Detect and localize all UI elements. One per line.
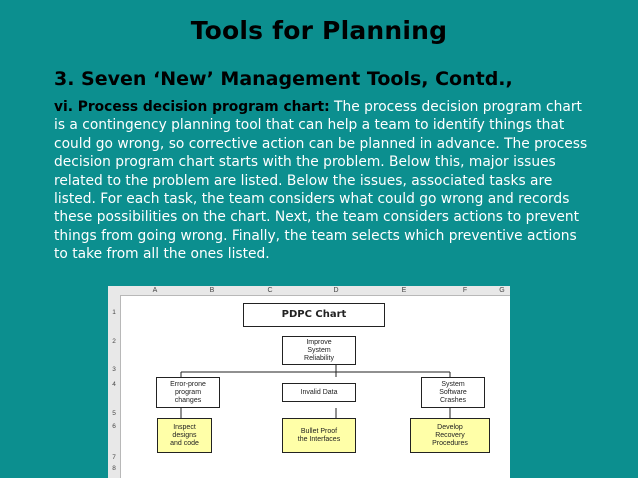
section-heading: 3. Seven ‘New’ Management Tools, Contd., <box>54 68 513 90</box>
row-4: 4 <box>112 381 116 388</box>
column-d: D <box>333 287 339 294</box>
row-3: 3 <box>112 366 116 373</box>
subheading: vi. Process decision program chart: <box>54 99 330 115</box>
row-8: 8 <box>112 465 116 472</box>
row-6: 6 <box>112 423 116 430</box>
column-e: E <box>401 287 407 294</box>
issue-box-2: Invalid Data <box>282 383 356 402</box>
column-c: C <box>267 287 273 294</box>
pdpc-spreadsheet-figure <box>108 286 510 478</box>
problem-box: Improve System Reliability <box>282 336 356 365</box>
body-paragraph <box>54 98 594 264</box>
row-5: 5 <box>112 410 116 417</box>
action-box-3: Develop Recovery Procedures <box>410 418 490 453</box>
column-b: B <box>209 287 215 294</box>
row-7: 7 <box>112 454 116 461</box>
row-1: 1 <box>112 309 116 316</box>
issue-box-1: Error-prone program changes <box>156 377 220 408</box>
issue-box-3: System Software Crashes <box>421 377 485 408</box>
row-2: 2 <box>112 338 116 345</box>
column-g: G <box>499 287 505 294</box>
slide-title: Tools for Planning <box>190 16 448 45</box>
column-f: F <box>462 287 468 294</box>
column-a: A <box>152 287 158 294</box>
action-box-1: Inspect designs and code <box>157 418 212 453</box>
action-box-2: Bullet Proof the Interfaces <box>282 418 356 453</box>
body-text: The process decision program chart is a contingency planning tool that can help a team to identify things that could go wrong, so corrective action can be planned in advance. The process decision program chart starts with the problem. Below this, major issues related to the problem are listed. Below the issues, associated tasks are listed. For each task, the team considers what could go wrong and records these possibilities on the chart. Next, the team considers actions to prevent things from going wrong. Finally, the team selects which preventive actions to take from all the ones listed. <box>54 99 588 263</box>
pdpc-chart-title: PDPC Chart <box>243 303 385 327</box>
